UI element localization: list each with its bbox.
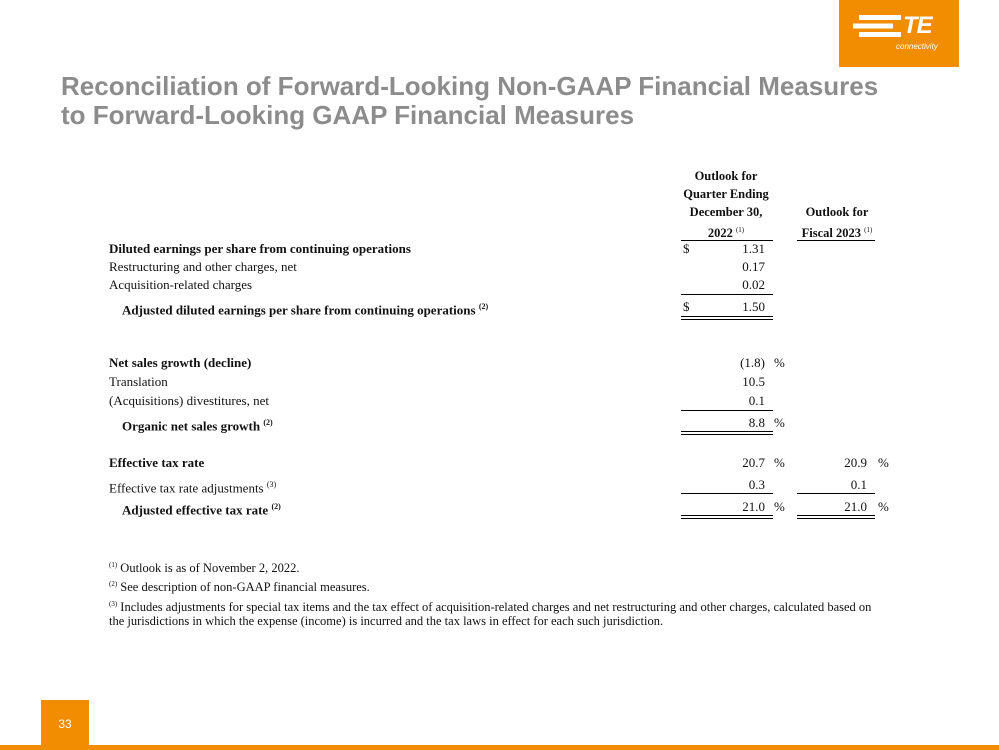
- column-header-quarter: [672, 167, 780, 242]
- percent-sign: %: [774, 415, 785, 430]
- subtotal-rule: [681, 493, 773, 494]
- logo-brand: TE: [903, 12, 932, 39]
- currency-symbol: $: [683, 299, 690, 314]
- value-acquisitions-divestitures: 0.1: [748, 393, 765, 408]
- percent-sign: %: [774, 355, 785, 370]
- footnote-ref: (2): [478, 302, 489, 311]
- value-tax-adjustments-fiscal: 0.1: [850, 477, 867, 492]
- column-header-quarter-line3: December 30,: [689, 205, 763, 219]
- value-adjusted-tax-fiscal: 21.0: [844, 499, 867, 514]
- page-title: [61, 72, 878, 130]
- footnote-ref: (1): [864, 226, 873, 234]
- value-tax-adjustments-quarter: 0.3: [748, 477, 765, 492]
- value-tax-rate-quarter: 20.7: [742, 455, 765, 470]
- row-label-adjusted-eps: Adjusted diluted earnings per share from continuing operations $^{(2)}$: [122, 302, 489, 318]
- percent-sign: %: [774, 455, 785, 470]
- footnote-2: $^{(2)}$ See description of non-GAAP financial measures.: [109, 580, 370, 595]
- footnote-ref: (1): [735, 226, 745, 234]
- value-net-sales-growth: (1.8): [740, 355, 765, 370]
- footnote-1: $^{(1)}$ Outlook is as of November 2, 2022.: [109, 561, 300, 576]
- subtotal-rule: [681, 294, 773, 295]
- value-tax-rate-fiscal: 20.9: [844, 455, 867, 470]
- value-adjusted-eps: 1.50: [742, 299, 765, 314]
- column-header-quarter-line4: 2022 $^{(1)}$: [707, 226, 745, 241]
- percent-sign: %: [878, 499, 889, 514]
- footnote-ref: (3): [266, 480, 277, 489]
- column-header-quarter-line1: Outlook for: [694, 169, 758, 183]
- row-label-effective-tax-rate: Effective tax rate: [109, 455, 205, 470]
- page-title-line2: to Forward-Looking GAAP Financial Measures: [61, 100, 635, 130]
- value-adjusted-tax-quarter: 21.0: [742, 499, 765, 514]
- currency-symbol: $: [683, 241, 690, 256]
- value-restructuring: 0.17: [742, 259, 765, 274]
- value-diluted-eps: 1.31: [742, 241, 765, 256]
- logo-stripes-icon: [853, 13, 901, 39]
- row-label-diluted-eps: Diluted earnings per share from continuing operations: [109, 241, 411, 256]
- footnote-3: $^{(3)}$ Includes adjustments for special tax items and the tax effect of acquisition-related charges and net restructuring and other charges, calculated based on: [109, 600, 872, 615]
- row-label-acquisition-charges: Acquisition-related charges: [109, 277, 253, 292]
- row-label-acquisitions-divestitures: (Acquisitions) divestitures, net: [109, 393, 269, 408]
- total-double-rule: [681, 515, 773, 519]
- value-translation: 10.5: [742, 374, 765, 389]
- column-header-fiscal: [787, 203, 887, 242]
- row-label-net-sales-growth: Net sales growth (decline): [109, 355, 252, 370]
- total-double-rule: [681, 316, 773, 320]
- page-number: 33: [41, 700, 89, 748]
- row-label-tax-rate-adjustments: Effective tax rate adjustments $^{(3)}$: [109, 480, 277, 496]
- subtotal-rule: [681, 410, 773, 411]
- value-organic-sales-growth: 8.8: [748, 415, 765, 430]
- row-label-restructuring: Restructuring and other charges, net: [109, 259, 297, 274]
- row-label-adjusted-tax-rate: Adjusted effective tax rate $^{(2)}$: [122, 502, 281, 518]
- row-label-translation: Translation: [109, 374, 168, 389]
- footnote-3-continued: the jurisdictions in which the expense (income) is incurred and the tax laws in effect for each such jurisdiction.: [109, 614, 664, 628]
- column-header-fiscal-line1: Outlook for: [805, 205, 869, 219]
- footnote-ref: (2): [271, 502, 281, 511]
- subtotal-rule: [797, 493, 875, 494]
- total-double-rule: [681, 431, 773, 435]
- page-title-line1: Reconciliation of Forward-Looking Non-GAAP Financial Measures: [61, 71, 879, 101]
- row-label-organic-sales-growth: Organic net sales growth $^{(2)}$: [122, 418, 273, 434]
- total-double-rule: [797, 515, 875, 519]
- te-connectivity-logo: [839, 0, 959, 67]
- column-header-fiscal-line2: Fiscal 2023 $^{(1)}$: [801, 226, 873, 241]
- percent-sign: %: [774, 499, 785, 514]
- percent-sign: %: [878, 455, 889, 470]
- logo-subtitle: connectivity: [896, 42, 938, 51]
- column-header-fiscal-underline: [797, 240, 875, 241]
- value-acquisition-charges: 0.02: [742, 277, 765, 292]
- bottom-accent-bar: [0, 745, 999, 750]
- footnote-ref: (2): [263, 418, 273, 427]
- column-header-quarter-line2: Quarter Ending: [683, 187, 769, 201]
